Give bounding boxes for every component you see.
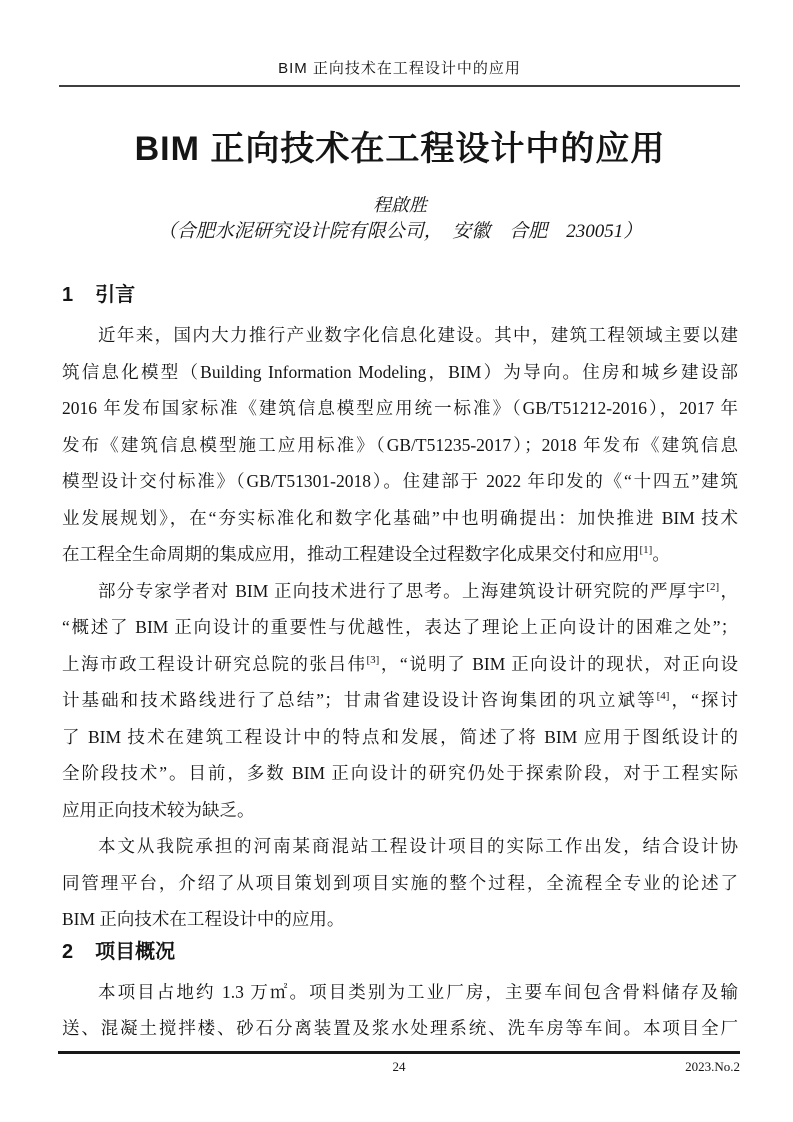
section-heading <box>62 938 738 966</box>
text-line: 业发展规划》，在“夯实标准化和数字化基础”中也明确提出：加快推进 BIM 技术 <box>62 507 738 528</box>
content-column <box>62 120 738 1047</box>
text-line: 上海市政工程设计研究总院的张吕伟[3]，“说明了 BIM 正向设计的现状，对正向设 <box>62 653 738 674</box>
author-name: 程啟胜 <box>373 195 427 215</box>
citation-ref: [4] <box>656 690 670 703</box>
citation-ref: [1] <box>639 544 653 557</box>
text-line: “概述了 BIM 正向设计的重要性与优越性，表达了理论上正向设计的困难之处”； <box>62 617 738 637</box>
page-footer <box>58 1058 740 1076</box>
section-heading <box>62 281 738 309</box>
running-title: BIM 正向技术在工程设计中的应用 <box>278 60 521 77</box>
text-line: 了 BIM 技术在建筑工程设计中的特点和发展，简述了将 BIM 应用于图纸设计的 <box>62 726 738 747</box>
text-line: 全阶段技术”。目前，多数 BIM 正向设计的研究仍处于探索阶段，对于工程实际 <box>62 763 738 783</box>
section-number: 2 <box>62 940 74 963</box>
article-title: BIM 正向技术在工程设计中的应用 <box>134 130 666 168</box>
paragraph <box>62 573 738 829</box>
section-heading-text: 引言 <box>95 284 136 306</box>
text-line: 本项目占地约 1.3 万㎡。项目类别为工业厂房，主要车间包含骨料储存及输 <box>98 981 738 1002</box>
text-line: 本文从我院承担的河南某商混站工程设计项目的实际工作出发，结合设计协 <box>98 836 738 856</box>
text-line: 筑信息化模型（Building Information Modeling，BIM）为导向。住房和城乡建设部 <box>62 361 738 382</box>
text-line: 模型设计交付标准》（GB/T51301-2018）。住建部于 2022 年印发的《“十四五”建筑 <box>62 471 738 491</box>
text-line: 2016 年发布国家标准《建筑信息模型应用统一标准》（GB/T51212-2016），2017 年 <box>62 398 738 418</box>
author-affiliation: （合肥水泥研究设计院有限公司， 安徽 合肥 230051） <box>157 221 643 242</box>
text-line: 在工程全生命周期的集成应用，推动工程建设全过程数字化成果交付和应用[1]。 <box>62 544 670 564</box>
text-line: 计基础和技术路线进行了总结”；甘肃省建设设计咨询集团的巩立斌等[4]，“探讨 <box>62 690 738 710</box>
text-line: BIM 正向技术在工程设计中的应用。 <box>62 909 345 929</box>
text-line: 发布《建筑信息模型施工应用标准》（GB/T51235-2017）；2018 年发布《建筑信息 <box>62 434 738 455</box>
text-line: 应用正向技术较为缺乏。 <box>62 799 255 820</box>
text-line: 近年来，国内大力推行产业数字化信息化建设。其中，建筑工程领域主要以建 <box>98 325 738 345</box>
paragraph <box>62 317 738 573</box>
page-number: 24 <box>392 1059 406 1074</box>
citation-ref: [2] <box>706 580 720 593</box>
section-number: 1 <box>62 284 74 306</box>
section <box>62 281 738 938</box>
section <box>62 938 738 1047</box>
article-body <box>62 281 738 1047</box>
paragraph <box>62 828 738 938</box>
text-line: 送、混凝土搅拌楼、砂石分离装置及浆水处理系统、洗车房等车间。本项目全厂 <box>62 1018 738 1038</box>
section-heading-text: 项目概况 <box>95 940 176 963</box>
paragraph <box>62 974 738 1047</box>
text-line: 部分专家学者对 BIM 正向技术进行了思考。上海建筑设计研究院的严厚宇[2]， <box>98 580 738 601</box>
issue-number: 2023.No.2 <box>685 1059 740 1074</box>
page-header <box>59 60 740 87</box>
footer-rule <box>58 1051 740 1054</box>
citation-ref: [3] <box>366 653 380 666</box>
text-line: 同管理平台，介绍了从项目策划到项目实施的整个过程，全流程全专业的论述了 <box>62 872 738 893</box>
